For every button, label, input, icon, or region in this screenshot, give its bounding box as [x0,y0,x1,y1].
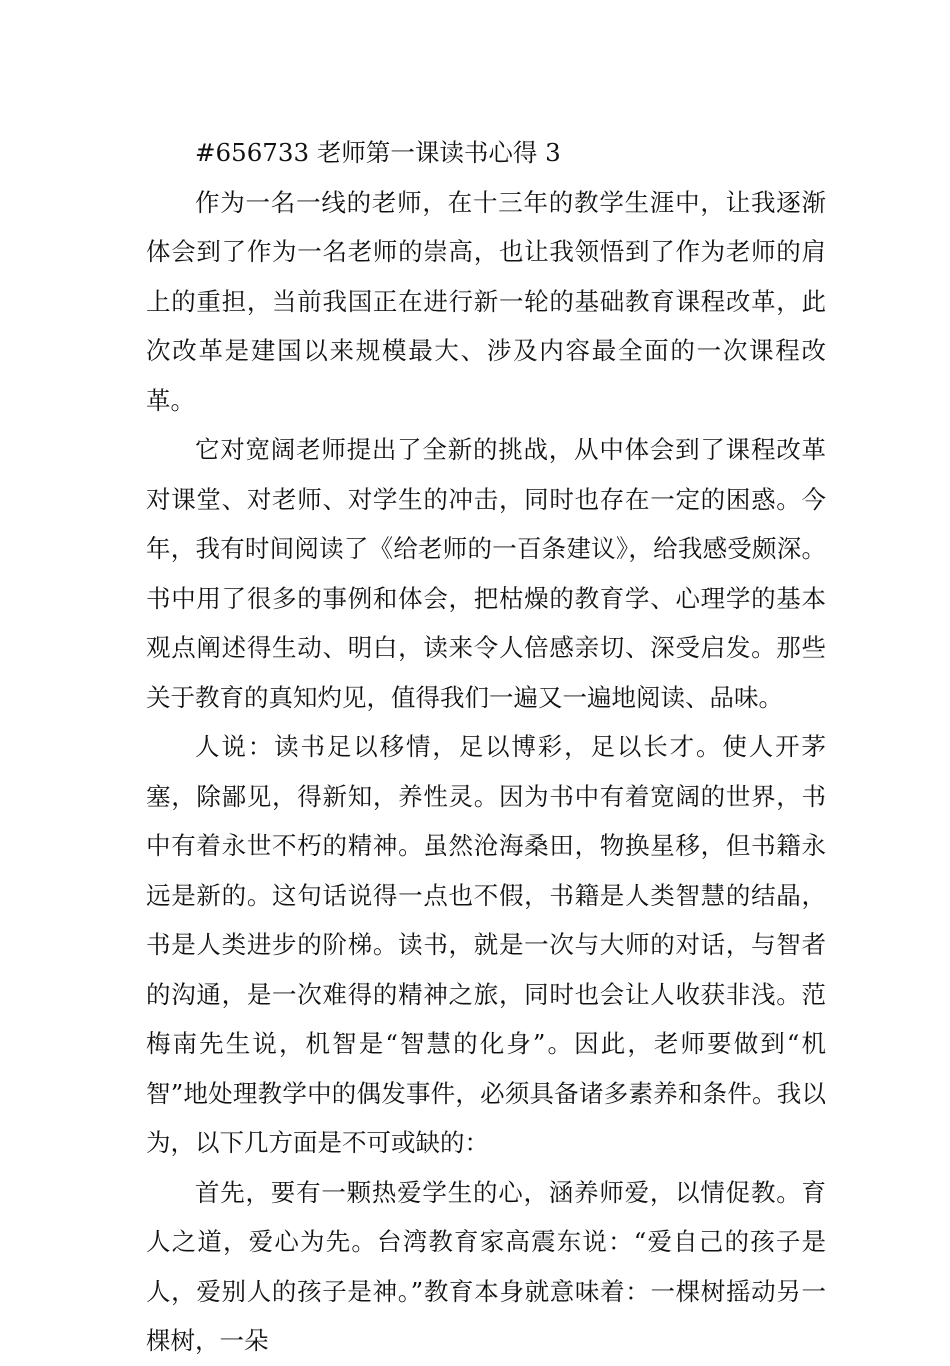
paragraph-1: 作为一名一线的老师，在十三年的教学生涯中，让我逐渐体会到了作为一名老师的崇高，也让我领悟到了作为老师的肩上的重担，当前我国正在进行新一轮的基础教育课程改革，此次改革是建国以来规模最大、涉及内容最全面的一次课程改革。 [146,187,826,415]
paragraph-2: 它对宽阔老师提出了全新的挑战，从中体会到了课程改革对课堂、对老师、对学生的冲击，同时也存在一定的困惑。今年，我有时间阅读了《给老师的一百条建议》，给我感受颇深。书中用了很多的事例和体会，把枯燥的教育学、心理学的基本观点阐述得生动、明白，读来令人倍感亲切、深受启发。那些关于教育的真知灼见，值得我们一遍又一遍地阅读、品味。 [146,435,826,712]
document-title: #656733 老师第一课读书心得 3 [195,138,561,167]
paragraph-4: 首先，要有一颗热爱学生的心，涵养师爱，以情促教。育人之道，爱心为先。台湾教育家高震东说：“爱自己的孩子是人，爱别人的孩子是神。”教育本身就意味着：一棵树摇动另一棵树，一朵 [146,1177,826,1355]
paragraph-3: 人说：读书足以移情，足以博彩，足以长才。使人开茅塞，除鄙见，得新知，养性灵。因为书中有着宽阔的世界，书中有着永世不朽的精神。虽然沧海桑田，物换星移，但书籍永远是新的。这句话说得一点也不假，书籍是人类智慧的结晶，书是人类进步的阶梯。读书，就是一次与大师的对话，与智者的沟通，是一次难得的精神之旅，同时也会让人收获非浅。范梅南先生说，机智是“智慧的化身”。因此，老师要做到“机智”地处理教学中的偶发事件，必须具备诸多素养和条件。我以为，以下几方面是不可或缺的： [146,732,826,1157]
document-body [146,128,826,1366]
